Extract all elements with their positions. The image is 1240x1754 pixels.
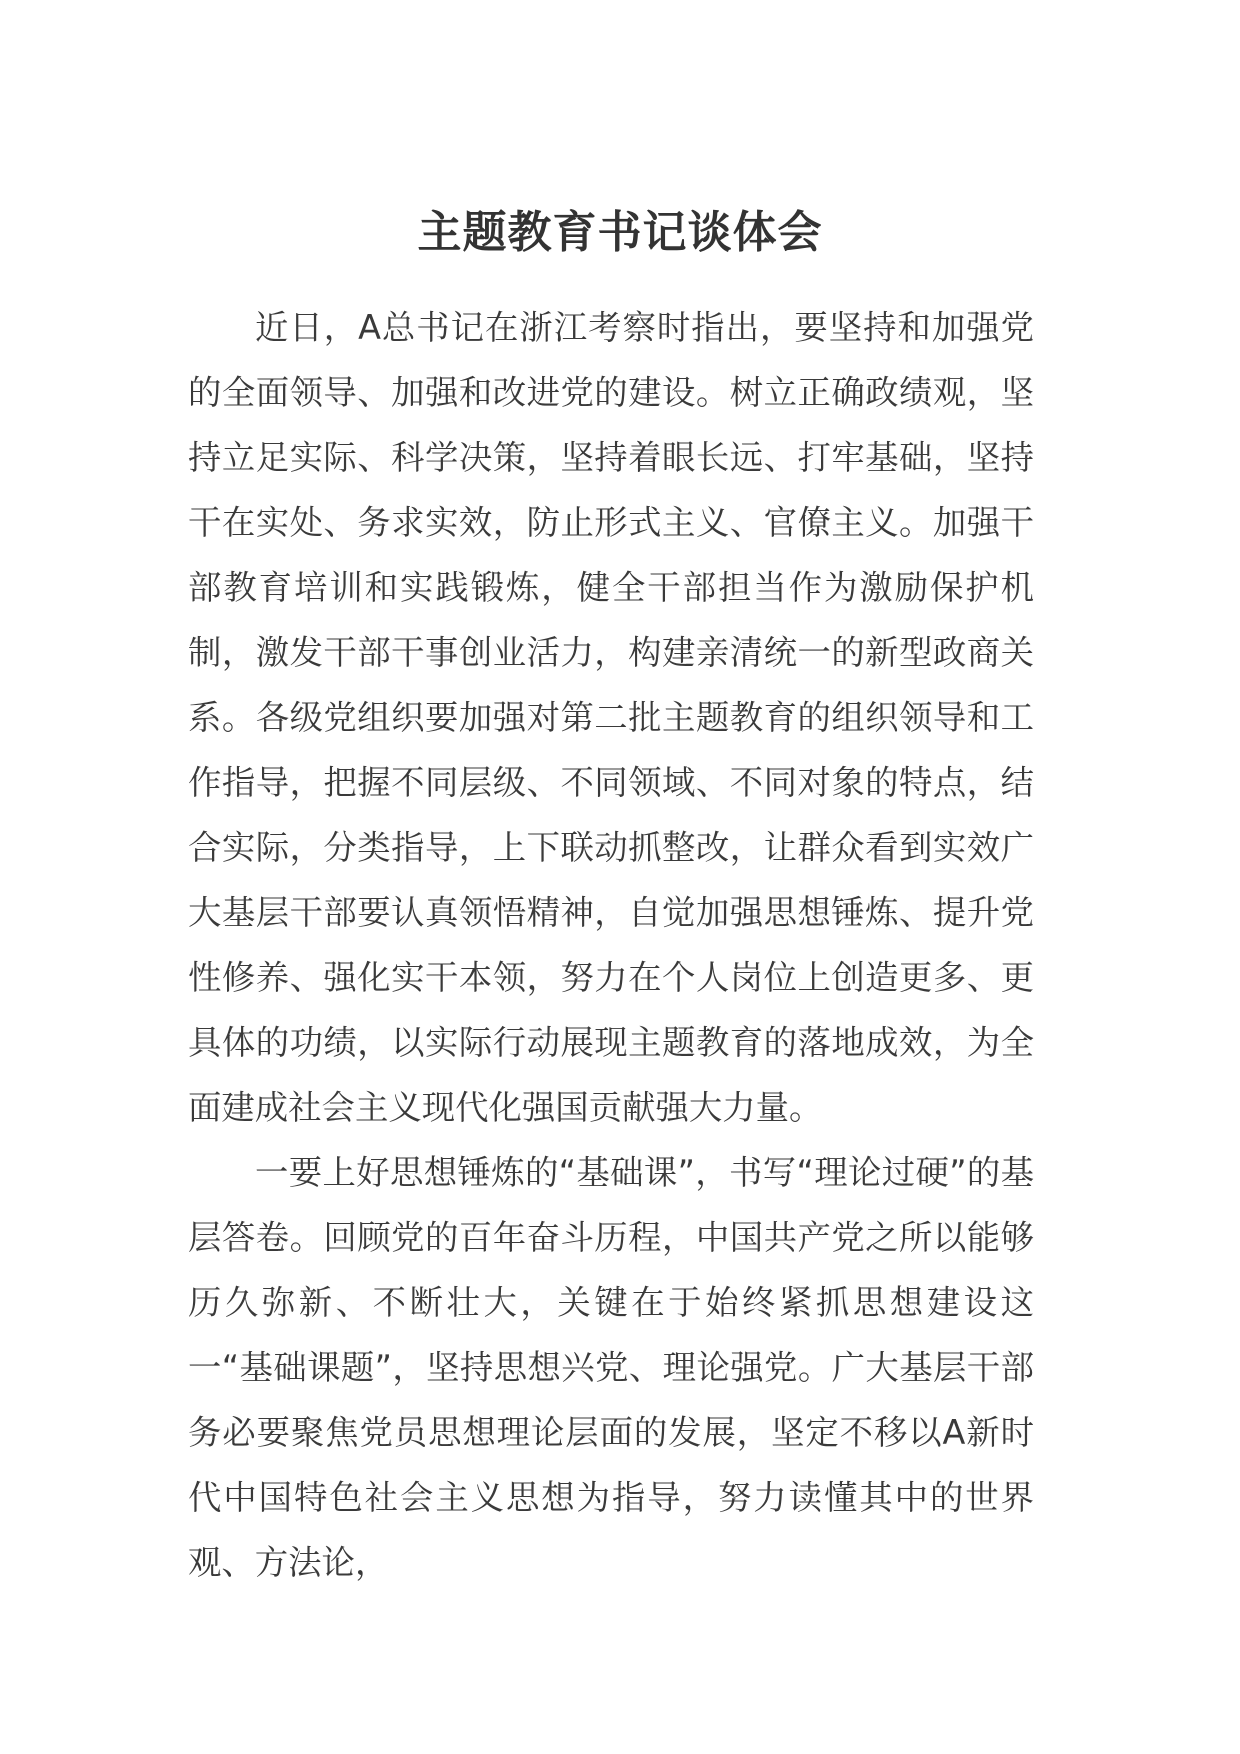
document-body xyxy=(188,295,1034,1595)
paragraph-2: 一要上好思想锤炼的“基础课”，书写“理论过硬”的基层答卷。回顾党的百年奋斗历程，中国共产党之所以能够历久弥新、不断壮大，关键在于始终紧抓思想建设这一“基础课题”，坚持思想兴党、理论强党。广大基层干部务必要聚焦党员思想理论层面的发展，坚定不移以A新时代中国特色社会主义思想为指导，努力读懂其中的世界观、方法论， xyxy=(188,1153,1034,1582)
document-title: 主题教育书记谈体会 xyxy=(417,207,823,258)
paragraph-1: 近日，A总书记在浙江考察时指出，要坚持和加强党的全面领导、加强和改进党的建设。树立正确政绩观，坚持立足实际、科学决策，坚持着眼长远、打牢基础，坚持干在实处、务求实效，防止形式主义、官僚主义。加强干部教育培训和实践锻炼，健全干部担当作为激励保护机制，激发干部干事创业活力，构建亲清统一的新型政商关系。各级党组织要加强对第二批主题教育的组织领导和工作指导，把握不同层级、不同领域、不同对象的特点，结合实际，分类指导，上下联动抓整改，让群众看到实效广大基层干部要认真领悟精神，自觉加强思想锤炼、提升党性修养、强化实干本领，努力在个人岗位上创造更多、更具体的功绩，以实际行动展现主题教育的落地成效，为全面建成社会主义现代化强国贡献强大力量。 xyxy=(188,308,1034,1127)
